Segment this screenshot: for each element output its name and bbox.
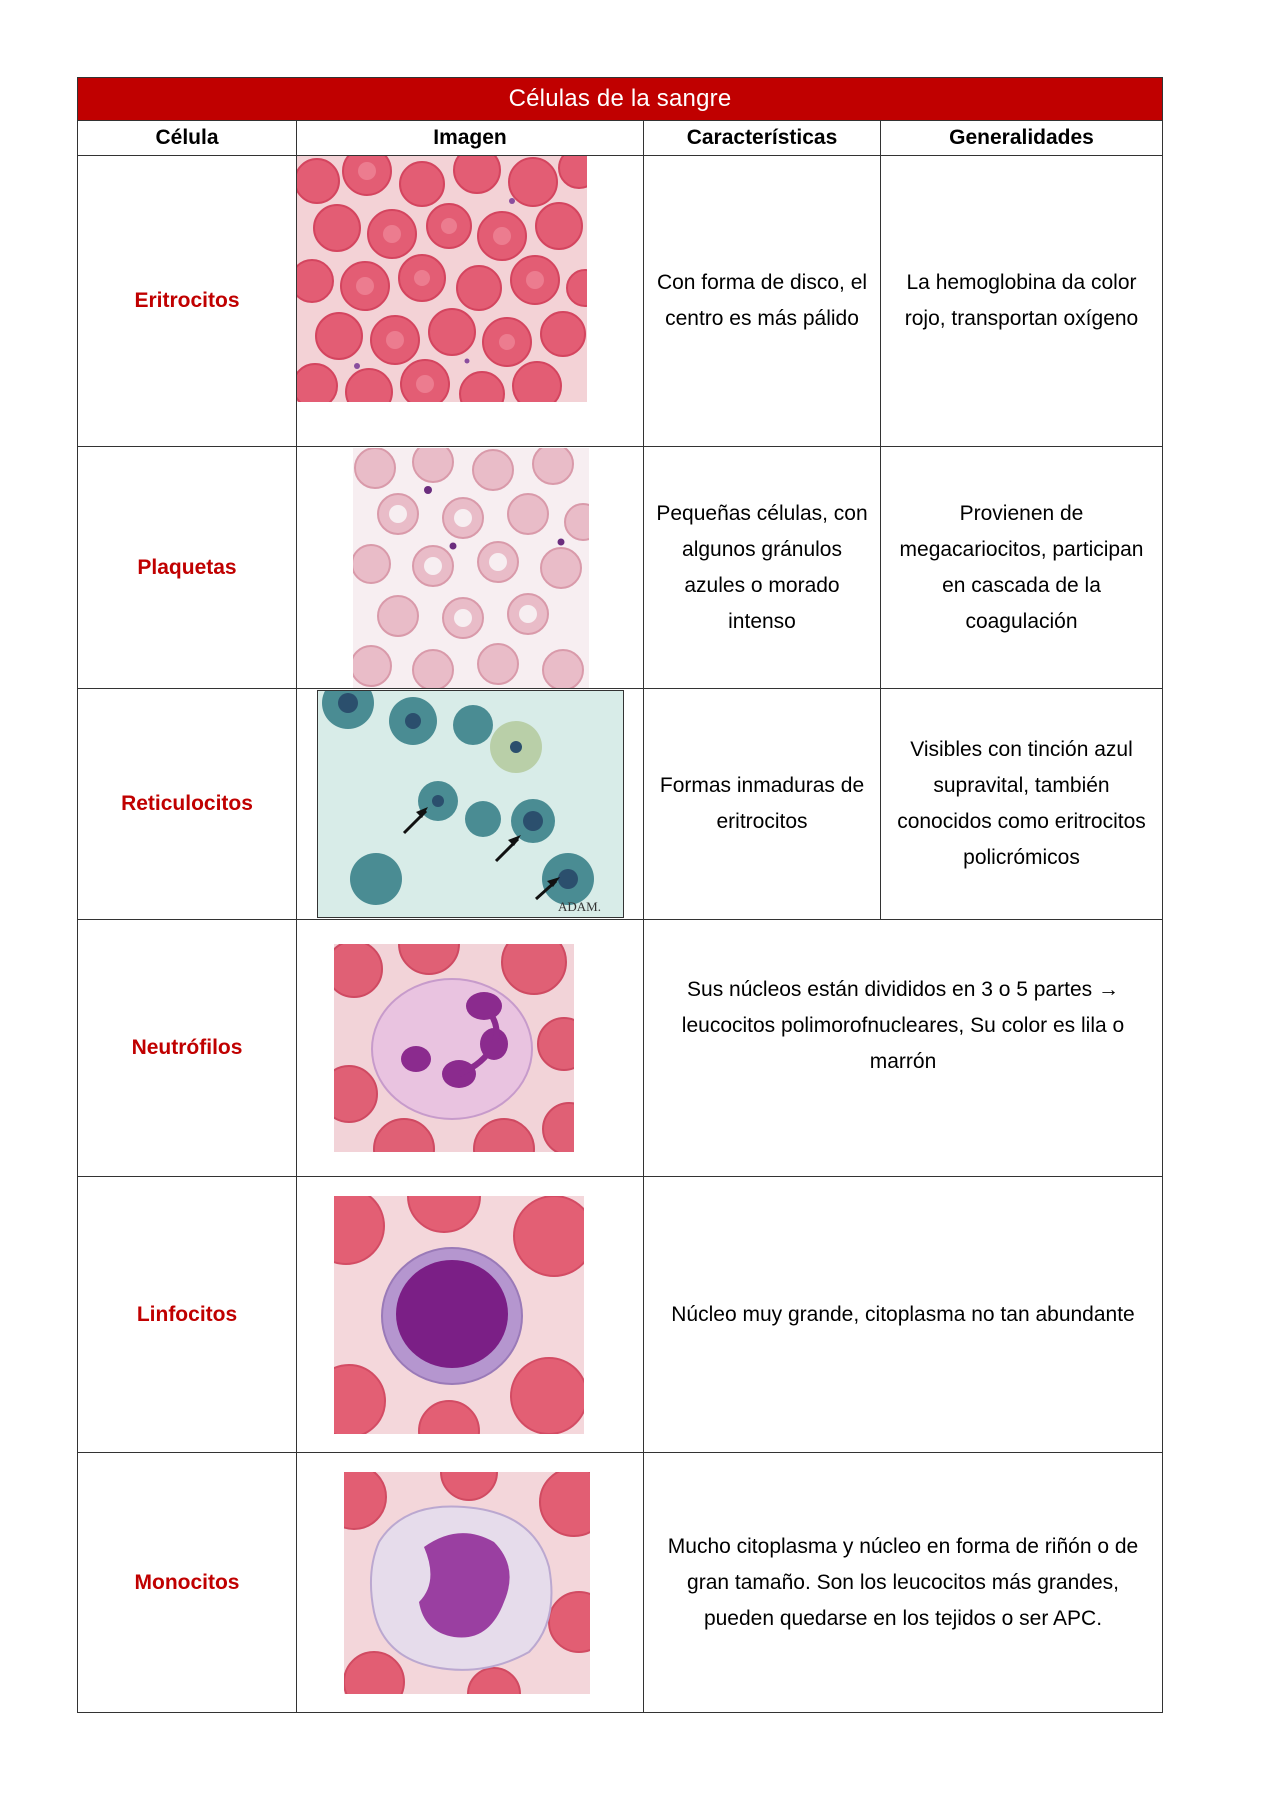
reticulocytes-micrograph-icon: [317, 690, 624, 918]
blood-cells-table: [77, 77, 1163, 1713]
caracteristicas-cell: Formas inmaduras de eritrocitos: [644, 689, 881, 920]
table-header-row: [78, 121, 1163, 156]
cell-name: Plaquetas: [78, 447, 297, 689]
table-row-reticulocitos: [78, 689, 1163, 920]
table-row-monocitos: [78, 1453, 1163, 1713]
caracteristicas-cell: Con forma de disco, el centro es más pálido: [644, 156, 881, 447]
image-cell: [297, 156, 644, 447]
adam-credit: ADAM.: [558, 899, 601, 914]
header-imagen: Imagen: [297, 121, 644, 156]
header-caracteristicas: Características: [644, 121, 881, 156]
neutrophil-micrograph-icon: [334, 944, 574, 1152]
table-row-neutrofilos: [78, 920, 1163, 1177]
platelets-micrograph-icon: [353, 448, 589, 688]
description-cell: Mucho citoplasma y núcleo en forma de riñón o de gran tamaño. Son los leucocitos más grandes, pueden quedarse en los tejidos o ser APC.: [644, 1453, 1163, 1713]
table-row-eritrocitos: [78, 156, 1163, 447]
table-title-row: [78, 78, 1163, 121]
image-cell: [297, 1177, 644, 1453]
cell-name: Linfocitos: [78, 1177, 297, 1453]
caracteristicas-cell: Pequeñas células, con algunos gránulos azules o morado intenso: [644, 447, 881, 689]
generalidades-cell: Visibles con tinción azul supravital, también conocidos como eritrocitos policrómicos: [881, 689, 1163, 920]
table-row-linfocitos: [78, 1177, 1163, 1453]
generalidades-cell: La hemoglobina da color rojo, transportan oxígeno: [881, 156, 1163, 447]
header-celula: Célula: [78, 121, 297, 156]
description-cell: Núcleo muy grande, citoplasma no tan abundante: [644, 1177, 1163, 1453]
table-title: Células de la sangre: [78, 78, 1163, 121]
image-cell: [297, 689, 644, 920]
erythrocytes-micrograph-icon: [297, 156, 587, 402]
cell-name: Reticulocitos: [78, 689, 297, 920]
generalidades-cell: Provienen de megacariocitos, participan en cascada de la coagulación: [881, 447, 1163, 689]
header-generalidades: Generalidades: [881, 121, 1163, 156]
cell-name: Monocitos: [78, 1453, 297, 1713]
image-cell: [297, 1453, 644, 1713]
cell-name: Neutrófilos: [78, 920, 297, 1177]
lymphocyte-micrograph-icon: [334, 1196, 584, 1434]
description-cell: Sus núcleos están divididos en 3 o 5 partes → leucocitos polimorofnucleares, Su color es lila o marrón: [644, 920, 1163, 1177]
table-row-plaquetas: [78, 447, 1163, 689]
image-cell: [297, 447, 644, 689]
cell-name: Eritrocitos: [78, 156, 297, 447]
image-cell: [297, 920, 644, 1177]
monocyte-micrograph-icon: [344, 1472, 590, 1694]
